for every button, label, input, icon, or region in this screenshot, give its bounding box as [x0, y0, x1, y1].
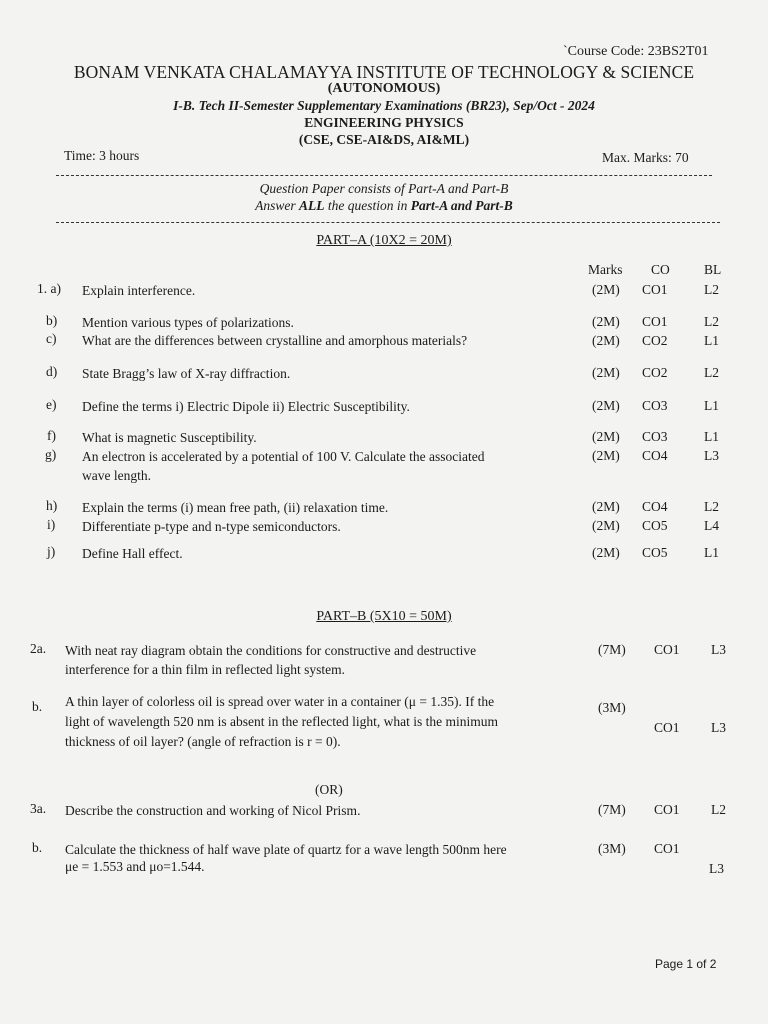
question-bl: L3: [709, 861, 724, 876]
question-bl: L2: [711, 802, 726, 817]
question-text: What is magnetic Susceptibility.: [82, 430, 257, 445]
question-number: j): [47, 544, 56, 559]
question-number: 1. a): [37, 281, 61, 296]
question-text: Describe the construction and working of Nicol Prism.: [65, 803, 361, 818]
course-code: `Course Code: 23BS2T01: [563, 44, 709, 59]
question-bl: L1: [704, 545, 719, 560]
question-co: CO1: [642, 282, 668, 297]
question-text: Calculate the thickness of half wave plate of quartz for a wave length 500nm here: [65, 842, 507, 857]
question-bl: L3: [711, 642, 726, 657]
question-co: CO2: [642, 333, 668, 348]
question-number: h): [46, 498, 58, 513]
question-marks: (2M): [592, 499, 620, 514]
page-number: Page 1 of 2: [655, 957, 717, 971]
question-bl: L1: [704, 429, 719, 444]
question-marks: (2M): [592, 314, 620, 329]
question-co: CO4: [642, 448, 668, 463]
subject-title: ENGINEERING PHYSICS: [304, 115, 464, 130]
question-text: An electron is accelerated by a potential of 100 V. Calculate the associated: [82, 449, 485, 464]
question-text: What are the differences between crystalline and amorphous materials?: [82, 333, 468, 348]
question-number: i): [47, 517, 56, 532]
question-bl: L2: [704, 365, 719, 380]
question-bl: L2: [704, 499, 719, 514]
question-bl: L3: [704, 448, 719, 463]
divider-bottom: [56, 222, 720, 223]
question-text: Define the terms i) Electric Dipole ii) Electric Susceptibility.: [82, 399, 410, 414]
time-label: Time: 3 hours: [64, 148, 140, 163]
question-text: Explain interference.: [82, 283, 196, 298]
question-marks: (2M): [592, 545, 620, 560]
question-number: b): [46, 313, 58, 328]
question-co: CO5: [642, 518, 668, 533]
question-bl: L1: [704, 333, 719, 348]
question-co: CO2: [642, 365, 668, 380]
question-marks: (2M): [592, 365, 620, 380]
part-a-title: PART–A (10X2 = 20M): [316, 233, 452, 248]
part-b-title: PART–B (5X10 = 50M): [316, 609, 452, 624]
question-co: CO4: [642, 499, 668, 514]
question-co: CO1: [654, 720, 680, 735]
question-text-continued: thickness of oil layer? (angle of refraction is r = 0).: [65, 734, 341, 749]
question-number: 3a.: [30, 801, 47, 816]
question-marks: (2M): [592, 398, 620, 413]
question-bl: L1: [704, 398, 719, 413]
question-text-continued: wave length.: [82, 468, 151, 483]
institute-name: BONAM VENKATA CHALAMAYYA INSTITUTE OF TECHNOLOGY & SCIENCE: [73, 62, 695, 82]
branches-label: (CSE, CSE-AI&DS, AI&ML): [298, 132, 470, 147]
question-number: d): [46, 364, 58, 379]
exam-title: I-B. Tech II-Semester Supplementary Examinations (BR23), Sep/Oct - 2024: [173, 98, 595, 113]
question-marks: (3M): [598, 700, 626, 715]
question-text-continued: light of wavelength 520 nm is absent in the reflected light, what is the minimum: [65, 714, 499, 729]
question-marks: (2M): [592, 282, 620, 297]
question-text: Explain the terms (i) mean free path, (ii) relaxation time.: [82, 500, 389, 515]
question-marks: (3M): [598, 841, 626, 856]
col-header-co: CO: [651, 262, 670, 277]
col-header-bl: BL: [704, 262, 722, 277]
question-text: Define Hall effect.: [82, 546, 183, 561]
question-text: Mention various types of polarizations.: [82, 315, 294, 330]
question-text: State Bragg’s law of X-ray diffraction.: [82, 366, 291, 381]
question-co: CO5: [642, 545, 668, 560]
question-co: CO1: [654, 642, 680, 657]
max-marks-label: Max. Marks: 70: [602, 150, 689, 165]
question-co: CO3: [642, 398, 668, 413]
question-text: Differentiate p-type and n-type semiconductors.: [82, 519, 341, 534]
question-text: A thin layer of colorless oil is spread over water in a container (μ = 1.35). If the: [65, 694, 495, 709]
question-number: b.: [32, 840, 43, 855]
question-bl: L3: [711, 720, 726, 735]
or-separator: (OR): [315, 782, 343, 797]
question-bl: L4: [704, 518, 719, 533]
question-co: CO1: [654, 802, 680, 817]
question-number: g): [45, 447, 57, 462]
instruction-line-1: Question Paper consists of Part-A and Part-B: [259, 181, 509, 196]
col-header-marks: Marks: [588, 262, 623, 277]
question-co: CO1: [642, 314, 668, 329]
question-marks: (2M): [592, 448, 620, 463]
instruction-line-2: Answer ALL the question in Part-A and Part-B: [255, 198, 513, 213]
question-number: c): [46, 331, 57, 346]
question-number: b.: [32, 699, 43, 714]
question-co: CO3: [642, 429, 668, 444]
question-text-continued: interference for a thin film in reflected light system.: [65, 662, 346, 677]
question-text-continued: μe = 1.553 and μo=1.544.: [65, 859, 205, 874]
question-marks: (7M): [598, 802, 626, 817]
question-bl: L2: [704, 314, 719, 329]
question-marks: (2M): [592, 518, 620, 533]
question-marks: (2M): [592, 429, 620, 444]
question-bl: L2: [704, 282, 719, 297]
question-number: f): [47, 428, 56, 443]
autonomous-label: (AUTONOMOUS): [327, 81, 441, 96]
question-marks: (2M): [592, 333, 620, 348]
question-marks: (7M): [598, 642, 626, 657]
question-number: e): [46, 397, 57, 412]
question-co: CO1: [654, 841, 680, 856]
question-text: With neat ray diagram obtain the conditions for constructive and destructive: [65, 643, 477, 658]
question-number: 2a.: [30, 641, 47, 656]
divider-top: [56, 175, 712, 176]
